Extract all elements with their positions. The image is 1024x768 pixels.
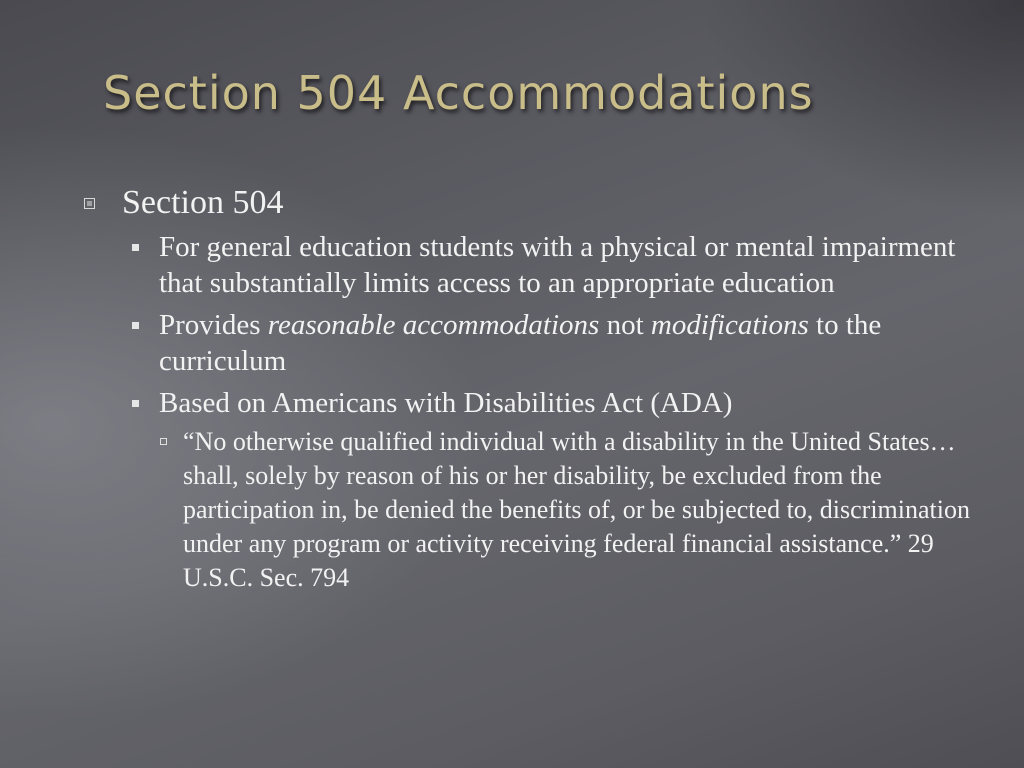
bullet-marker (128, 229, 159, 265)
small-square-icon (132, 244, 139, 251)
sub-bullet-text (159, 307, 959, 379)
emphasis-text: reasonable accommodations (267, 309, 600, 341)
bullet-marker (78, 183, 122, 223)
sub-sub-list (157, 425, 978, 595)
small-square-icon (132, 322, 139, 329)
text-middle: not (599, 309, 651, 341)
quote-bullet (157, 425, 978, 595)
sub-bullet (128, 307, 978, 379)
bullet-marker (157, 425, 183, 457)
square-outline-icon (84, 198, 95, 209)
quote-text: “No otherwise qualified individual with a disability in the United States… shall, solely by reason of his or her disability, be excluded from the participation in, be denied the benefits of, or be subjected to, discrimination under any program or activity receiving federal financial assistance.” 29 U.S.C. Sec. 794 (183, 427, 970, 592)
sub-bullet (128, 385, 978, 421)
slide-title: Section 504 Accommodations (103, 66, 814, 120)
sub-bullet-text: For general education students with a physical or mental impairment that substantially limits access to an appropriate education (159, 231, 956, 299)
slide-body (78, 183, 978, 595)
tiny-square-outline-icon (160, 438, 167, 445)
bullet-level1 (78, 183, 978, 223)
sub-bullet (128, 229, 978, 301)
small-square-icon (132, 400, 139, 407)
bullet-text: Section 504 (122, 184, 284, 221)
emphasis-text: modifications (650, 309, 809, 341)
text-suffix: to the curriculum (159, 309, 882, 377)
bullet-marker (128, 385, 159, 421)
sub-list (128, 229, 978, 595)
sub-bullet-text: Based on Americans with Disabilities Act (ADA) (159, 387, 733, 419)
bullet-marker (128, 307, 159, 343)
text-prefix: Provides (159, 309, 268, 341)
